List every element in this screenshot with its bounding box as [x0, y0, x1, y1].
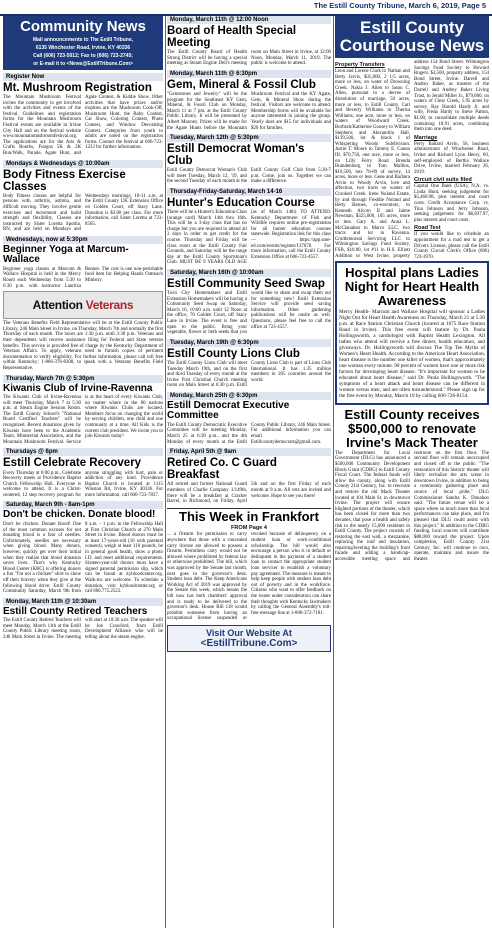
article-body: The Mountain Mushroom Festival invites the community to get involved with the activities and events of the festival. Guidelines and registration forms for the Mountain Mushroom Festival events are available in Irvine City Hall and on the festival website www.mountainmushroomfestival.org. The applications are for the Arts & Crafts Booths, Fungus 5K & 2K Run/Walk, Parade, Agate Hunt, and Agate Contest, & Kiddie Show. Other activities that have prizes and/or trophies are the Mushroom Cook-Off, Mushroom Hunt, the Baby Contest, Car Show, Coloring Contest, Photo Contest, and Window Decorating Contest. Categories from youth to adults are noted on the registration forms. Contact the festival at 606-723-1233 for further information.	[3, 95, 163, 156]
article-headline: Gem, Mineral & Fossil Club	[167, 78, 316, 91]
masthead-line: Mail announcements to The Estill Tribune,	[32, 37, 133, 43]
article-body: The Estill County Retired Teachers will meet Monday, March 11th at the Estill County Public Library meeting room, 246 Main Street in Irvine. The meeting will start at 10:30 a.m. The speaker will be Joe Crawford, from Estill Development Alliance who will be telling about the steam engine.	[3, 618, 163, 640]
banner-word: Attention	[32, 298, 83, 313]
event-date-bar: Tuesday, March 19th @ 6:30pm	[167, 339, 331, 347]
article-body: The Veterans Benefits Field Representative will be at the Estill County Public Library, 246 Main Street in Irvine, on Thursday, March 7th and normally the first Thursday of each month. The hours are 1:30 p.m. until 3:30 p.m. Veterans and their dependents will receive assistance filing for Federal and State veteran benefits. This service is provided free of charge by the Kentucky Department of Veterans Affairs. To apply, veterans need to furnish copies of pertinent documentation to verify eligibility. For further information, please call toll free within Kentucky: 1-866-376-8308, to speak with a Veterans Benefits Field Representative.	[3, 321, 163, 371]
article-body: The Kiwanis Club of Irvine-Ravenna will meet Thursday, March 7 at 5:30 p.m. at Steam Engine Session Room. The Estill County School's "National Board Certified Teachers" will be recognized. Recent donations given by Kiwanis have been to the Academic Team, Ministerial Association, and the Mountain Mushroom Festival. Service is at the heart of every Kiwanis Club, no matter where in the 80 nations where Kiwanis Clubs are located. Members focus on changing the world by serving children, one child and one community at a time. All Kids is the current club president. We invite you to join Kiwanis today!	[3, 395, 163, 445]
article-headline: Body Fitness Exercise Classes	[3, 168, 126, 193]
courthouse-records	[335, 60, 489, 261]
website-promo[interactable]	[167, 625, 331, 652]
article-headline: Estill Democrat Woman's Club	[167, 143, 305, 168]
article-body: Body Fitness classes are helpful for persons with arthritis, asthma, and difficult moving. They involve gentle exercises and movement and build strength and flexibility. Classes are instructed by Sister Loretta Spotila, RN, and are held on Mondays and Wednesdays mornings, 10-11 a.m. at the Estill County UK Extension Office on Golden Court, off Stacy Lane. Donation is $3.00 per class. For more information, call Sister Loretta at 723-8505.	[3, 193, 163, 233]
article-headline: Estill County Retired Teachers	[3, 605, 148, 617]
article-headline: Kiwanis Club of Irvine-Ravenna	[3, 382, 153, 394]
article-headline: Estill Celebrate Recovery	[3, 457, 142, 470]
article-body: Perry Ballard Arvin, 56, business administrator of Winchester Road, Irvine and Richard Lynn Henry, 60, self-employed of Bertha Wallace Drive, Irvine, married February 26, 2019.	[414, 141, 489, 175]
masthead-line: Call (606) 723-5012; Fax to (606) 723-2745;	[33, 53, 133, 59]
column-events	[167, 16, 331, 928]
column-courthouse	[335, 16, 489, 928]
courthouse-masthead	[335, 16, 489, 58]
section-subhead: Marriage	[414, 134, 438, 141]
article-headline: Don't be chicken. Donate blood!	[3, 509, 156, 521]
event-date-bar: Monday, March 11th @ 12:00 Noon	[167, 16, 331, 24]
continued-from: FROM Page 4	[230, 525, 268, 532]
article-body: Twin City Homemakers and Estill Extension Homemakers will be having a Community Seed Swap on Saturday, March 16, 10:00 a.m. until 12 Noon at the office, 76 Golden Court, off Stacy Lane in Irvine. The event is free and open to the public. Bring your vegetable, flower or herb seeds that you would like to share and swap them out for something new! Estill Extension Service will provide seed saving information. Other gardening publications will be onsite as well. Questions, please feel free to call the office at 723-4557.	[167, 291, 331, 336]
event-date-bar: Monday, March 11th @ 6:30pm	[167, 70, 331, 78]
page-header	[0, 0, 492, 16]
masthead-line: 6135 Winchester Road, Irvine, KY 40336	[35, 45, 131, 51]
section-subhead: Circuit civil suits filed	[414, 177, 472, 184]
event-date-bar: Friday, April 5th @ 9am	[167, 448, 331, 456]
website-link[interactable]: <EstillTribune.Com>	[200, 637, 298, 649]
courthouse-title: Estill County Courthouse News	[339, 18, 485, 55]
section-subhead: Property Transfers	[335, 62, 385, 68]
page-header-text: The Estill County Tribune, March 6, 2019, Page 5	[313, 1, 486, 10]
article-body: Every Thursday at 6:00 p.m., Celebrate Recovery meets at Providence Baptist Church Fellowship Hall. Everyone is welcome to attend. It is a Christ-centered, 12 step recovery program for anyone struggling with hurt, pain or addiction of any kind. Providence Baptist Church is located at 1115 Winston Rd, Irvine, KY 40336. For more information, call 606-723-7837.	[3, 470, 163, 498]
event-date-bar: Register Now	[3, 73, 163, 81]
article-headline: Estill County receives $500,000 to renovate Irvine's Mack Theater	[344, 406, 480, 450]
article-body: Don't be chicken. Donate blood! One of the most common excuses for not donating blood is a fear of needles. Unfortunately, needles are necessary when giving blood. Many donors, however, quickly get over their initial when they realize that blood donation saves lives. That's why Kentucky Blood Center (KBC) is offering donors a fun "I'm not a chicken" shirt to show off their bravery when they give at the following blood drive: Estill County Community Saturday, March 9th from 8 a.m. - 1 p.m. in the Fellowship Hall at First Christian Church at 270 Main Street in Irvine. Blood donors must be at least 17-years-old (16 with parental consent), weigh at least 110 pounds, be in general good health, show a photo I.D. and meet additional requirements. Sixteen-year-old donors must have a signed parental permission slip, which can be found at kybloodcenter.org. Walk-ins are welcome. To schedule a donation, visit kybloodcenter.org or call 800.775.2522.	[3, 521, 163, 595]
event-date-bar: Thursdays @ 6pm	[3, 448, 163, 456]
attention-veterans-banner	[3, 291, 163, 319]
article-body: The Department for Local Government (DLG) has announced a $500,000 Community Development Block Grant (CDBG) to Estill County Fiscal Court. The federal funds will allow the county, along with Estill County 21st Century, Inc. to renovate and restore the old Mack Theater located at 104 Main St. in downtown Irvine. The project will ensure blighted portions of the theater, which has been closed for more than two decades, that pose a health and safety risk to the nearly 15,000 residents in Estill County. The project consists of restoring the east wall, a mezzanine, replacing the roof and insulation, repairing/leveling the building's front facade and adding a handicap-accessible meeting space and restroom on the first floor. The second floor will remain unoccupied and closed off to the public. "The restoration of this historic theater will likely revitalize the arts scene in downtown Irvine, in addition to being a community gathering place and source of local pride," DLG Commissioner Sandra K. Dunahoo said. "The future venue will be a space where so much more than local performances can take place, and I'm pleased that DLG could assist with this project." In addition to the CDBG funding, local sources will contribute $88,000 toward the project. Upon completion, Estill County 21st Century, Inc. will continue to own, operate, maintain and insure the theater.	[335, 450, 489, 563]
article-headline: Estill Democrat Executive Committee	[167, 399, 290, 422]
community-news-masthead	[3, 16, 163, 70]
event-date-bar: Mondays & Wednesdays @ 10:00am	[3, 160, 163, 168]
column-divider	[333, 16, 334, 928]
section-subhead: Road Test	[414, 225, 441, 232]
article-body: Mercy Health- Marcum and Wallace Hospital will sponsor a Ladies Night Out for Heart Health Awareness on Thursday, March 21 at 5:30 p.m. at Race Station Christian Church (located at 1675 Race Station Road in Irvine). This free event will feature by Dr. Paula Hollingsworth, a cardiologist with Baptist Health Lexington. All ladies who attend will receive a free dinner, health education, and giveaways. Dr. Hollingsworth will discuss The Top Ten Myths of Women's Heart Health. According to the American Heart Association, heart disease is the number one killer of women, that's approximately one woman every minute. 90 percent of women have one or more risk factors for developing heart disease. "It's important for women to be educated about heart disease," said Dr. Paula Hollingsworth. "The symptoms of a heart attack and heart disease can be different in women versus men, and are often misunderstood." Please sign up for the free event by Monday, March 18 by calling 606-726-8154.	[339, 308, 485, 399]
community-news-title: Community News	[20, 18, 146, 35]
frankfort-section	[167, 508, 331, 622]
article-headline: Beginner Yoga at Marcum-Wallace	[3, 243, 129, 266]
article-headline: Hospital plans Ladies Night for Heart Health Awareness	[344, 264, 480, 308]
event-date-bar: Thursday-Friday-Saturday, March 14-16	[167, 188, 331, 196]
article-body: Capital One Bank (USA), N.A. vs. Linda Hunt, seeking judgement for $5,460.98, plus interest and court costs. Credit Acceptance Corp. vs. Tina Johnson and Jerry Johnson, seeking judgement for $6,837.97, plus interest and court costs.	[414, 184, 489, 223]
article-body: "Gemstones and Jewelry" will be the program for the Southeast KY Gem, Mineral, & Fossil Club on Monday, March 11 at 7 pm. at the Estill County Public Library. It will be presented by Albert Mooney. Prizes will be made for the Agate Hunts before the Mountain Mushroom Festival and the KY Agate, Gem, & Mineral Show during the festival. Visitors are welcome to attend. Membership forms will be available for anyone interested in joining the group. Yearly dues are $15 for individuals and $20 for families.	[167, 91, 331, 131]
article-body: The Estill County Board of Health Strong District will be having a special meeting at Steam Engine Deli's meeting room on Main Street in Irvine, at 12:00 Noon, Monday, March 11, 2019. The public is welcome to attend.	[167, 50, 331, 67]
article-body: If you would like to schedule an appointment for a road test to get a Drivers License, please call the Estill County Circuit Clerk's Office (606) 723-3970.	[414, 232, 489, 260]
article-body: The Estill County Lions Club will meet Tuesday March 19th, and on the first and third Tuesday of every month at the Irvine First Christian Church meeting room on Main Street at 6:30 p.m. Estill County Lions Club is part of Lions Club International. It has 1.35 million members in 205 countries around the world.	[167, 360, 331, 389]
event-date-bar: Thursday, March 7th @ 5:30pm	[3, 375, 163, 383]
article-body: Beginner yoga classes at Marcum & Wallace Hospital is held in the Mercy Room each Wednesday from 5:30 to 6:30 p.m. with instructor Lauritza Renner. The cost is one non-perishable food item for Helping Hands Outreach Ministry.	[3, 266, 163, 289]
event-date-bar: Saturday, March 16th @ 10:00am	[167, 269, 331, 277]
ladies-night-box	[335, 261, 489, 405]
article-headline: Mt. Mushroom Registration	[3, 82, 152, 94]
article-headline: Hunter's Education Course	[167, 197, 315, 210]
website-promo-line: Visit Our Website At	[206, 627, 292, 638]
article-body: ... a firearm for permission to carry anywhere that those with a concealed carry license are allowed to possess a firearm. Permitless carry would not be allowed where prohibited by federal law or otherwise prohibited. The bill, which was approved by the Senate last month, next goes to the governor's desk. Student loan debt. The Keep Americans Working Act of 2019 was approved by the Senate this week, which means the bill now has both chambers' approval and is ready to be delivered to the governor's desk. House Bill 118 would prohibit someone from having an occupational license suspended or revoked because of delinquency on a student loan or work-conditional scholarship. The bill would also encourage a person who is in default or delinquent in the payment of a student loan to contact the appropriate student loan servicer to establish a voluntary pay agreement. The measure is meant to help keep people with student loan debt out of poverty and in the workforce. Citizens who want to offer feedback on the issues under consideration can share their thoughts with Kentucky lawmakers by calling the General Assembly's toll-free message line at 1-800-372-7181.	[167, 532, 331, 622]
article-body: Estill County Democrat Woman's Club will meet Tuesday, March 12, '19, and the second Tuesday of each month at the Estill County Golf Club from 5:30-7 p.m. Come, join us. Together we can make a difference.	[167, 168, 331, 185]
article-headline: Retired Co. C Guard Breakfast	[167, 457, 277, 482]
article-body: Leon and Lorene Clark to Nathan and Betty Jarvis, $35,000, 2 1/5 acres, more or less, on water of Drowning Creek. Nakia J. Allen to Jason C. Allen, pursuant to a decree of dissolution of marriage, 50 acres, more or less, in Estill County. Carl and Beverly Williams to Therisa Williams, one acre, more or less, on waters of Woodward Creek. Borbrah/Katherine Goosey to William Stephens and Alexandria Hall, $139,500, lot & block 1 of Whispering Woods Subdivision. Justin T. Moore to Tammy E. Canon III, $70,750, one acre, more or less, on Lilly Ferry Road. Brenda Brandenburg to Tom Mullins, $16,500, lots 76-89 of survey, 14 acres, more or less. Gene and Barbara Arvin to Woody Arvin, love and affection, two tracts on waters of Crooked Creek. Irene Noland Estate, by and through Freddie Noland and Betty Barnes, co-executors, to Kenneth Alcorn II and Jaime Newman, $325,000, 105 acres, more or less. Gary A. and Anna L. McClanahan to Marco LLC, two tracts and lot in Ravenna. Cruttlemoreal Servicing LLC to Wilmington Savings Fund Society, FSB, $10.00, lot #11 in H.S. Elliott Addition to West Irvine, property address 154 Bond Street. Wilmington Savings Fund Society to Howard Rogers, $3,500, property address, 154 Bond Street, Irvine. Darrell and Andrey Baker, as trustees of the Darrell and Andrey Baker Living Trust, to Jerald Miller Jr., $79,000, on waters of Clear Creek, 1.95 acres by survey. Ray Harold Hardy Jr. and wife, Freda Hardy to Steve Patton, $1.00, to consolidate multiple deeds containing 18.91 acres, combining them into one deed.	[335, 60, 489, 259]
banner-word: Veterans	[85, 298, 134, 313]
event-date-bar: Monday, March 25th @ 6:30pm	[167, 392, 331, 400]
article-headline: Estill Community Seed Swap	[167, 278, 325, 291]
event-date-bar: Saturday, March 9th - 8am-1pm	[3, 501, 163, 509]
article-headline: Board of Health Special Meeting	[167, 25, 297, 50]
article-body: All retired and former National Guard members of Charlie Company 1/149th, there will be a breakfast at Cracker Barrel, in Richmond, on Friday, April 5th and on the first Friday of each month at 9 a.m. All vets are invited and welcome. Hope to see you there!	[167, 482, 331, 505]
article-headline: This Week in Frankfort	[179, 508, 319, 524]
article-body: The Estill County Democratic Executive Committee will be meeting Monday, March 25 at 6:30 p.m., and the 4th Monday of every month at the Estill County Public Library, 246 Main Street. For additional information you can email Estillcountydemocrats@gmail.com.	[167, 422, 331, 445]
column-divider	[165, 16, 166, 928]
event-date-bar: Monday, March 11th @ 10:30am	[3, 598, 163, 606]
masthead-line: or E-mail it to <News@EstillTribune.Com>	[33, 61, 133, 67]
article-body: There will be a Hunter's Education Class (orange card) March 14th thru 16th. This will be a 3-day class that has no charge but you are required to attend all 3 days in order to get credit for the course. Thursday and Friday will be class room at the Estill County Fair Grounds, and Saturday will be the range day at the Estill County Sportsman's Club. MUST BE 9 YEARS OLD AGE (as of March 14th) TO ATTEND. Kentucky Department of Fish and Wildlife requires online pre-registration for all hunter education courses statewide. Registration link for this class — https://app.sme-ed.com/events/register/137670. For more information, call the Estill County Extension Office at 606-723-4557.	[167, 210, 331, 266]
event-date-bar: Tuesday, March 12th @ 5:30pm	[167, 134, 331, 142]
column-community-news	[3, 16, 163, 928]
article-headline: Estill County Lions Club	[167, 347, 300, 360]
event-date-bar: Wednesdays, now at 5:30pm	[3, 236, 163, 244]
